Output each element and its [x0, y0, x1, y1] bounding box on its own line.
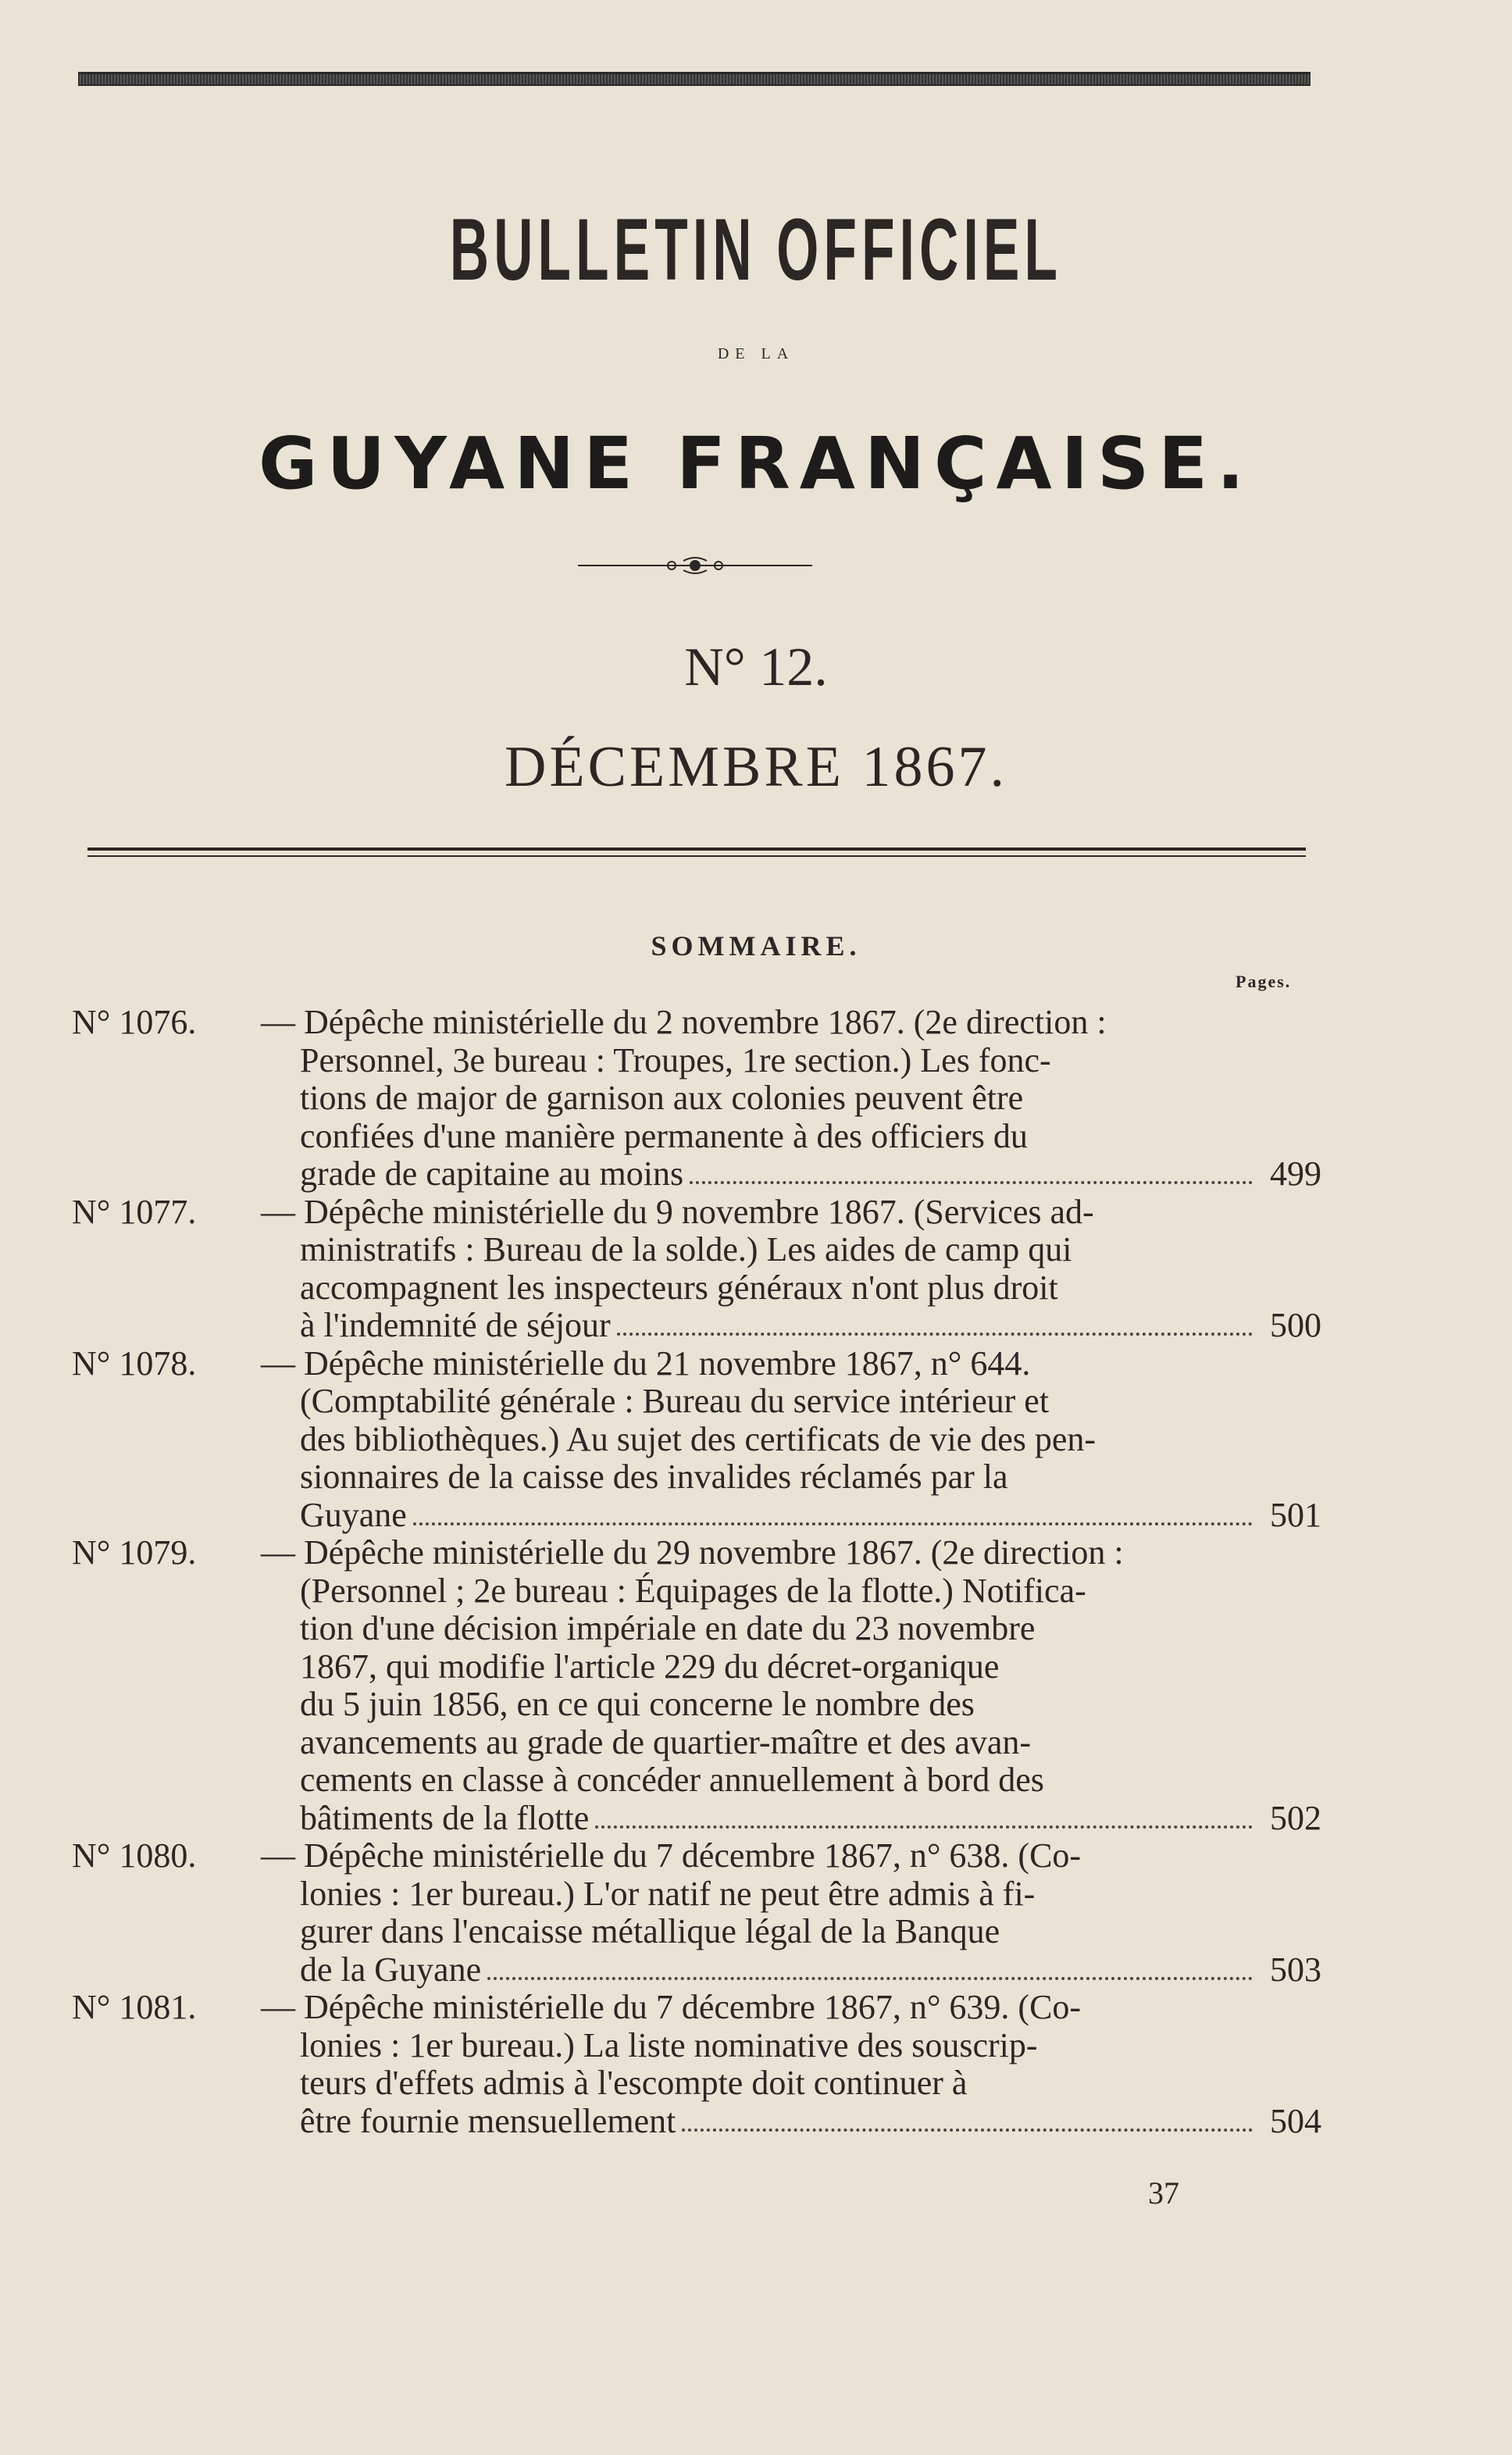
entry-page-number: 502	[1270, 1798, 1321, 1837]
entry-text-line	[72, 1875, 1321, 1914]
entry-text: tion d'une décision impériale en date du 23 novembre	[300, 1609, 1036, 1647]
entry-last-line	[72, 2103, 1321, 2141]
sommaire-entry	[72, 1194, 1321, 1345]
entry-text-line	[72, 2027, 1321, 2065]
entry-last-line	[72, 1800, 1321, 1838]
pages-column-label: Pages.	[1236, 972, 1292, 991]
dot-leader	[682, 2128, 1253, 2132]
top-rule	[78, 72, 1311, 86]
entry-text: de la Guyane	[300, 1950, 482, 1989]
entry-text: 1867, qui modifie l'article 229 du décret-organique	[300, 1647, 1000, 1686]
entry-text: — Dépêche ministérielle du 9 novembre 1867. (Services ad-	[261, 1192, 1094, 1231]
colony-title: GUYANE FRANÇAISE.	[259, 422, 1253, 505]
entry-number: N° 1079.	[72, 1533, 197, 1572]
entry-text: bâtiments de la flotte	[300, 1798, 590, 1837]
entry-text-line	[72, 1610, 1321, 1648]
entry-page-number: 499	[1270, 1154, 1321, 1193]
dot-leader	[487, 1977, 1253, 1980]
sommaire-entry	[72, 1837, 1321, 1989]
entry-first-line	[72, 1194, 1321, 1232]
section-rule	[87, 847, 1306, 857]
entry-text: Guyane	[300, 1495, 407, 1534]
entry-text: du 5 juin 1856, en ce qui concerne le nombre des	[300, 1685, 975, 1723]
entry-page-number: 503	[1270, 1950, 1321, 1989]
dot-leader	[413, 1522, 1253, 1525]
entry-text: lonies : 1er bureau.) L'or natif ne peut être admis à fi-	[300, 1874, 1036, 1913]
entry-text-line	[72, 1648, 1321, 1686]
issue-number: N° 12.	[684, 637, 828, 698]
entry-text: lonies : 1er bureau.) La liste nominative des souscrip-	[300, 2025, 1038, 2064]
entry-text: Personnel, 3e bureau : Troupes, 1re section.) Les fonc-	[300, 1040, 1051, 1079]
entry-number: N° 1080.	[72, 1836, 197, 1875]
entry-text: être fournie mensuellement	[300, 2101, 676, 2140]
entry-text-line	[72, 1724, 1321, 1762]
entry-text: cements en classe à concéder annuellement à bord des	[300, 1761, 1044, 1799]
entry-text: — Dépêche ministérielle du 7 décembre 1867, n° 638. (Co-	[261, 1836, 1082, 1875]
dot-leader	[595, 1825, 1253, 1829]
entry-number: N° 1077.	[72, 1192, 197, 1231]
sommaire-list	[72, 1004, 1321, 2140]
sommaire-entry	[72, 1004, 1321, 1194]
sommaire-entry	[72, 1534, 1321, 1837]
entry-text: sionnaires de la caisse des invalides réclamés par la	[300, 1458, 1008, 1496]
dot-leader	[690, 1181, 1253, 1184]
entry-text-line	[72, 1118, 1321, 1156]
entry-text-line	[72, 1421, 1321, 1459]
entry-text-line	[72, 1042, 1321, 1080]
entry-text-line	[72, 1458, 1321, 1497]
dot-leader	[617, 1333, 1253, 1336]
entry-page-number: 500	[1270, 1306, 1321, 1344]
entry-number: N° 1081.	[72, 1988, 197, 2026]
entry-last-line	[72, 1155, 1321, 1194]
entry-last-line	[72, 1951, 1321, 1989]
entry-last-line	[72, 1497, 1321, 1535]
entry-text: ministratifs : Bureau de la solde.) Les aides de camp qui	[300, 1230, 1072, 1269]
entry-number: N° 1078.	[72, 1343, 197, 1383]
entry-text-line	[72, 1761, 1321, 1800]
entry-text-line	[72, 1572, 1321, 1611]
entry-text: grade de capitaine au moins	[300, 1154, 684, 1193]
entry-last-line	[72, 1307, 1321, 1345]
sommaire-heading: SOMMAIRE.	[651, 930, 861, 962]
entry-text-line	[72, 1231, 1321, 1269]
entry-text: gurer dans l'encaisse métallique légal de la Banque	[300, 1912, 1000, 1950]
sommaire-entry	[72, 1345, 1321, 1535]
entry-text: avancements au grade de quartier-maître et des avan-	[300, 1722, 1032, 1761]
entry-text: à l'indemnité de séjour	[300, 1306, 611, 1344]
entry-text-line	[72, 1383, 1321, 1421]
page-folio: 37	[1148, 2175, 1179, 2211]
entry-text: (Comptabilité générale : Bureau du service intérieur et	[300, 1382, 1050, 1420]
entry-text: confiées d'une manière permanente à des officiers du	[300, 1116, 1028, 1155]
sommaire-entry	[72, 1989, 1321, 2140]
entry-text-line	[72, 1686, 1321, 1724]
entry-text: des bibliothèques.) Au sujet des certificats de vie des pen-	[300, 1419, 1097, 1458]
ornament-divider-icon	[578, 556, 812, 575]
entry-first-line	[72, 1837, 1321, 1875]
entry-text: teurs d'effets admis à l'escompte doit continuer à	[300, 2064, 968, 2102]
entry-text: — Dépêche ministérielle du 21 novembre 1867, n° 644.	[261, 1343, 1031, 1383]
entry-text: — Dépêche ministérielle du 29 novembre 1867. (2e direction :	[261, 1533, 1124, 1572]
title-connector: DE LA	[717, 345, 795, 362]
entry-text: — Dépêche ministérielle du 2 novembre 1867. (2e direction :	[261, 1003, 1107, 1041]
entry-text-line	[72, 2064, 1321, 2103]
entry-text-line	[72, 1079, 1321, 1118]
entry-number: N° 1076.	[72, 1003, 197, 1041]
entry-text: accompagnent les inspecteurs généraux n'ont plus droit	[300, 1268, 1058, 1307]
issue-date: DÉCEMBRE 1867.	[505, 735, 1007, 799]
entry-text-line	[72, 1269, 1321, 1308]
entry-text-line	[72, 1913, 1321, 1951]
entry-first-line	[72, 1004, 1321, 1042]
entry-text: tions de major de garnison aux colonies peuvent être	[300, 1079, 1024, 1117]
entry-first-line	[72, 1989, 1321, 2027]
entry-first-line	[72, 1534, 1321, 1572]
bulletin-title: BULLETIN OFFICIEL	[449, 201, 1063, 298]
entry-page-number: 504	[1270, 2101, 1321, 2140]
entry-text: — Dépêche ministérielle du 7 décembre 1867, n° 639. (Co-	[261, 1988, 1082, 2026]
entry-text: (Personnel ; 2e bureau : Équipages de la flotte.) Notifica-	[300, 1571, 1086, 1610]
entry-page-number: 501	[1270, 1495, 1321, 1534]
entry-first-line	[72, 1345, 1321, 1383]
